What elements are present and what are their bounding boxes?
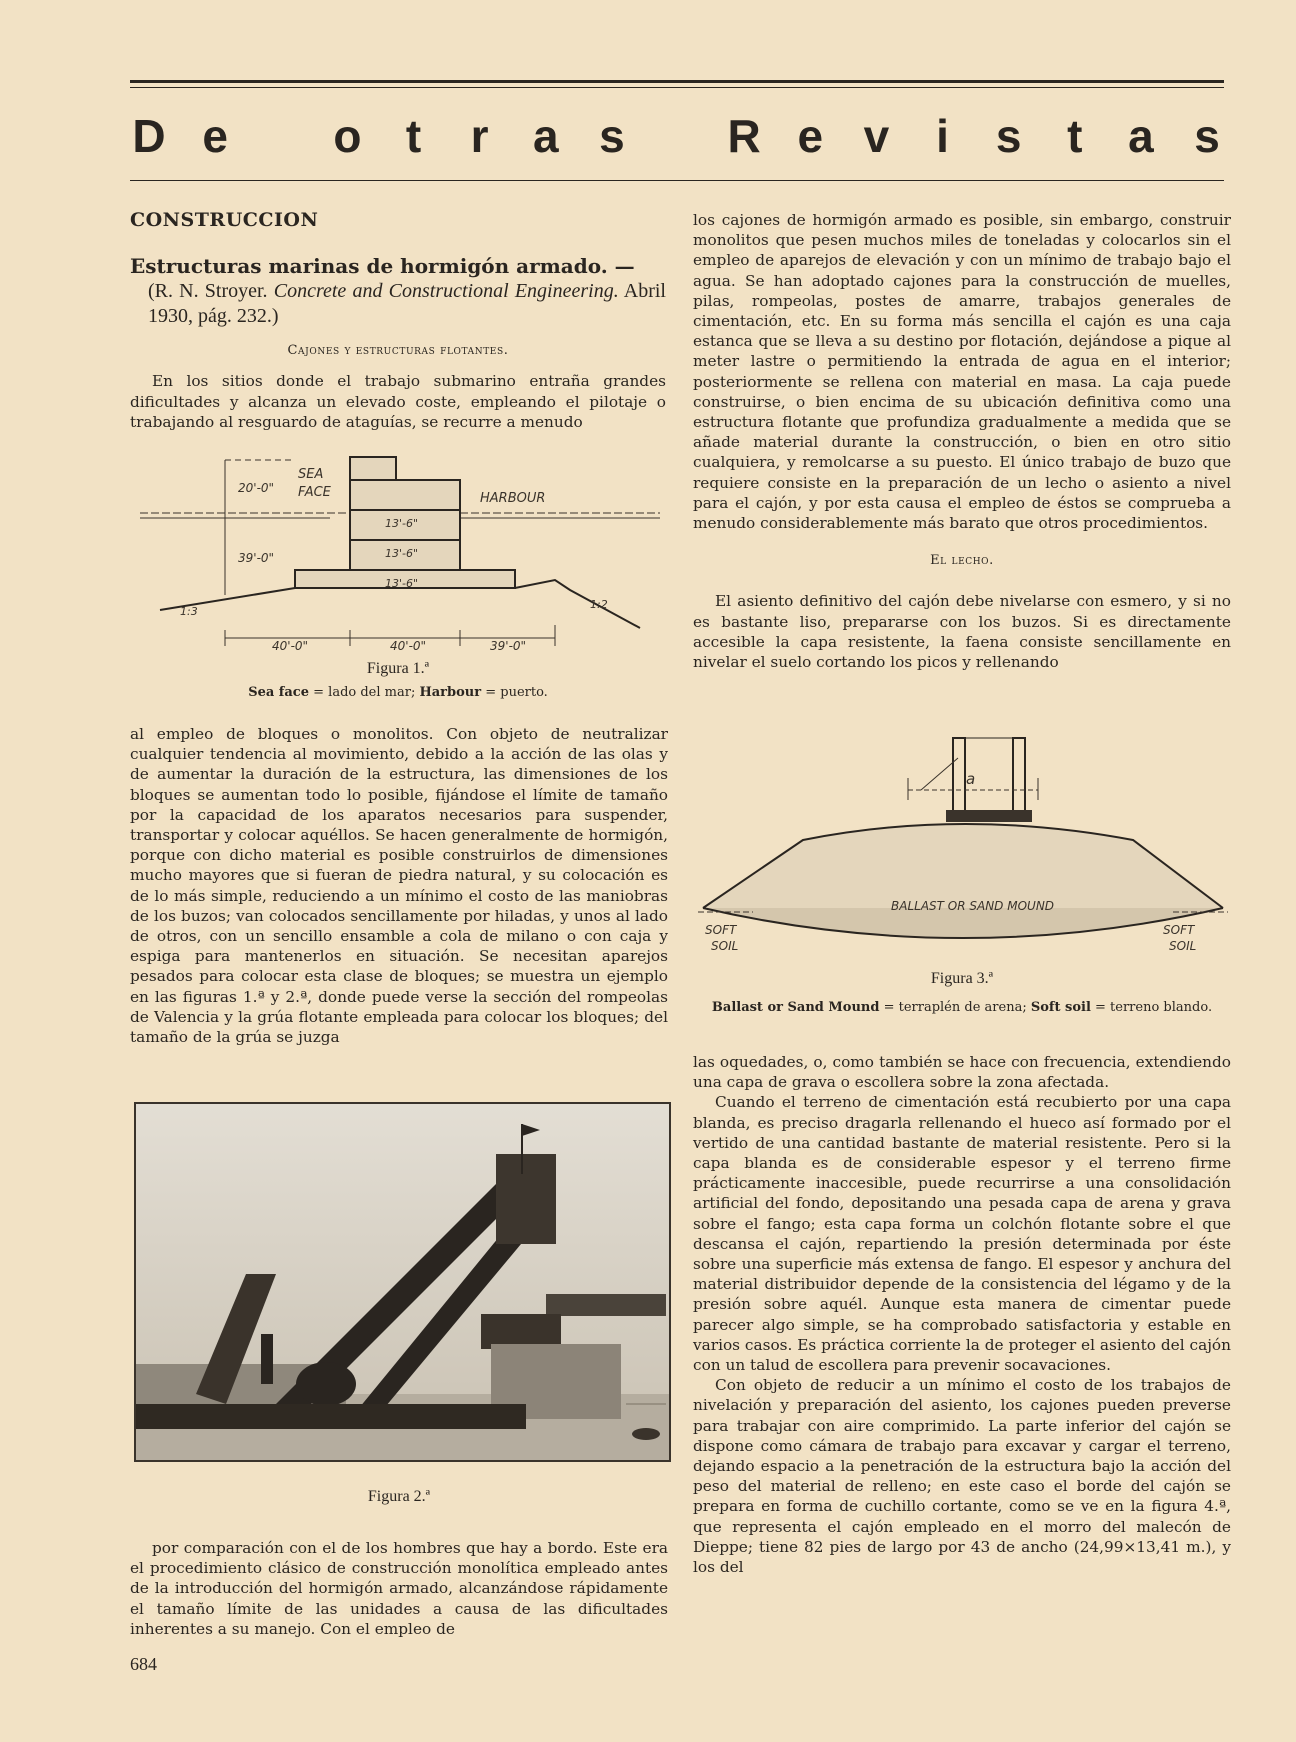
masthead-letter: a	[532, 110, 559, 162]
legend-term: Sea face	[248, 685, 309, 700]
right-paragraph-3: las oquedades, o, como también se hace con frecuencia, extendiendo una capa de grava o escollera sobre la zona afectada.	[693, 1053, 1231, 1092]
figure-2-photo	[134, 1102, 671, 1462]
fig1-label-base-left: 40'-0"	[272, 639, 309, 650]
fig1-label-block-1: 13'-6"	[385, 517, 419, 530]
left-column-middle	[130, 724, 668, 1047]
caisson-mound-svg	[693, 728, 1231, 958]
fig1-label-block-2: 13'-6"	[385, 547, 419, 560]
masthead-letter: e	[202, 110, 228, 162]
fig1-label-block-3: 13'-6"	[385, 577, 419, 590]
section-heading: CONSTRUCCION	[130, 209, 319, 231]
page-number: 684	[130, 1654, 157, 1674]
fig1-label-harbour: HARBOUR	[480, 491, 546, 506]
legend-definition: = puerto.	[481, 685, 548, 700]
fig3-label-soft-right-1: SOFT	[1163, 923, 1195, 937]
legend-term: Ballast or Sand Mound	[711, 1000, 880, 1015]
legend-term: Soft soil	[1030, 1000, 1091, 1015]
left-paragraph-3: por comparación con el de los hombres que hay a bordo. Este era el procedimiento clásico de construcción monolítica empleado antes de la introducción del hormigón armado, alcanzándose rápidamente el tamaño límite de las unidades a causa de las dificultades inherentes a su manejo. Con el empleo de	[130, 1539, 668, 1638]
masthead-letter: r	[470, 110, 489, 162]
left-paragraph-1: En los sitios donde el trabajo submarino entraña grandes dificultades y alcanza un elevado coste, empleando el pilotaje o trabajando al resguardo de ataguías, se recurre a menudo	[130, 372, 666, 431]
citation-author: (R. N. Stroyer.	[148, 280, 274, 303]
right-column-bottom	[693, 1052, 1231, 1577]
masthead-letter: t	[405, 110, 422, 162]
left-paragraph-2: al empleo de bloques o monolitos. Con objeto de neutralizar cualquier tendencia al movimiento, debido a la acción de las olas y de aumentar la duración de la estructura, las dimensiones de los bloques se aumentan todo lo posible, fijándose el límite de tamaño por la capacidad de los aparatos necesarios para suspender, transportar y colocar aquéllos. Se hacen generalmente de hormigón, porque con dicho material es posible construirlos de dimensiones mucho mayores que si fueran de piedra natural, y su colocación es de lo más simple, reduciendo a un mínimo el costo de las maniobras de los buzos; van colocados sencillamente por hiladas, y unos al lado de otros, con un sencillo ensamble a cola de milano o con caja y espiga para mantenerlos en situación. Se necesitan aparejos pesados para colocar esta clase de bloques; se muestra un ejemplo en las figuras 1.ª y 2.ª, donde puede verse la sección del rompeolas de Valencia y la grúa flotante empleada para colocar los bloques; del tamaño de la grúa se juzga	[130, 725, 668, 1047]
figure-3-diagram	[693, 728, 1231, 958]
legend-definition: = lado del mar;	[309, 685, 420, 700]
right-paragraph-1: los cajones de hormigón armado es posible, sin embargo, construir monolitos que pesen muchos miles de toneladas y colocarlos sin el empleo de aparejos de elevación y con un mínimo de trabajo bajo el agua. Se han adoptado cajones para la construcción de muelles, pilas, rompeolas, postes de amarre, trabajos generales de cimentación, etc. En su forma más sencilla el cajón es una caja estanca que se lleva a su destino por flotación, dejándose a pique al meter lastre o permitiendo la entrada de agua en el interior; posteriormente se rellena con material en masa. La caja puede construirse, o bien encima de su ubicación definitiva como una estructura flotante que profundiza gradualmente a medida que se añade material durante la construcción, o bien en otro sitio cualquiera, y remolcarse a su puesto. El único trabajo de buzo que requiere consiste en la preparación de un lecho o asiento a nivel para el cajón, y por esta causa el empleo de éstos se comprueba a menudo considerablemente más barato que otros procedimientos.	[693, 211, 1231, 533]
right-paragraph-4: Cuando el terreno de cimentación está recubierto por una capa blanda, es preciso dragarla rellenando el hueco así formado por el vertido de una cantidad bastante de material resistente. Pero si la capa blanda es de considerable espesor y el terreno firme prácticamente inaccesible, puede recurrirse a una consolidación artificial del fondo, depositando una pesada capa de arena y grava sobre el fango; esta capa forma un colchón flotante sobre el que descansa el cajón, repartiendo la presión determinada por éste sobre una superficie más extensa de fango. El espesor y anchura del material distribuidor depende de la consistencia del légamo y de la presión sobre aquél. Aunque esta manera de cimentar puede parecer algo simple, se ha comprobado satisfactoria y estable en varios casos. Es práctica corriente la de proteger el asiento del cajón con un talud de escollera para prevenir socavaciones.	[693, 1093, 1231, 1375]
figure-1-diagram	[130, 450, 666, 650]
citation-journal: Concrete and Constructional Engineering.	[273, 280, 619, 303]
legend-definition: = terraplén de arena;	[879, 1000, 1031, 1015]
figure-2-caption: Figura 2.ª	[367, 1488, 431, 1505]
masthead-letter: D	[132, 110, 166, 162]
subheading-el-lecho: El lecho.	[930, 553, 994, 569]
masthead-letter: a	[1128, 110, 1154, 162]
masthead-letter: s	[1194, 110, 1220, 162]
citation-date: Abril 1930, pág. 232.)	[148, 280, 666, 328]
right-column-top	[693, 210, 1231, 672]
masthead-letter: v	[863, 110, 890, 162]
masthead-letter	[260, 108, 302, 164]
masthead-letter: s	[599, 110, 625, 162]
figure-3-legend	[693, 1000, 1231, 1016]
fig3-label-mound: BALLAST OR SAND MOUND	[891, 899, 1055, 913]
fig1-label-slope-left: 1:3	[180, 605, 198, 618]
fig1-label-base-right: 39'-0"	[490, 639, 527, 650]
top-rule	[130, 80, 1224, 83]
figure-1-legend	[130, 685, 666, 701]
masthead-letter: i	[936, 110, 949, 162]
legend-term: Harbour	[419, 685, 482, 700]
figure-3-caption: Figura 3.ª	[930, 970, 994, 987]
masthead-letter: t	[1067, 110, 1083, 162]
fig3-label-a: a	[966, 770, 976, 788]
fig1-label-dim-top: 20'-0"	[238, 481, 275, 495]
article-title: Estructuras marinas de hormigón armado. —	[130, 254, 635, 279]
fig3-label-soft-left-2: SOIL	[711, 939, 739, 953]
fig1-label-sea: SEA	[298, 467, 324, 482]
fig1-label-dim-mid: 39'-0"	[238, 551, 275, 565]
masthead-letter: s	[995, 110, 1022, 162]
top-rule-thin	[130, 87, 1224, 88]
fig1-label-slope-right: 1:2	[590, 598, 608, 611]
fig3-label-soft-left-1: SOFT	[705, 923, 737, 937]
right-paragraph-2: El asiento definitivo del cajón debe nivelarse con esmero, y si no es bastante liso, prepararse con los buzos. Si es directamente accesible la capa resistente, la faena consiste sencillamente en nivelar el suelo cortando los picos y rellenando	[693, 592, 1231, 672]
fig3-label-soft-right-2: SOIL	[1169, 939, 1197, 953]
masthead-title	[128, 108, 1228, 164]
left-column-top	[130, 210, 666, 432]
right-paragraph-5: Con objeto de reducir a un mínimo el costo de los trabajos de nivelación y preparación del asiento, los cajones pueden preverse para trabajar con aire comprimido. La parte inferior del cajón se dispone como cámara de trabajo para excavar y cargar el terreno, dejando espacio a la penetración de la estructura bajo la acción del peso del material de relleno; en este caso el borde del cajón se prepara en forma de cuchillo cortante, como se ve en la figura 4.ª, que representa el cajón empleado en el morro del malecón de Dieppe; tiene 82 pies de largo por 43 de ancho (24,99×13,41 m.), y los del	[693, 1376, 1231, 1577]
left-column-bottom	[130, 1538, 668, 1639]
masthead-letter: o	[333, 110, 362, 162]
masthead-letter	[657, 108, 699, 164]
figure-1-caption: Figura 1.ª	[366, 660, 430, 677]
legend-definition: = terreno blando.	[1090, 1000, 1213, 1015]
article-citation	[130, 279, 666, 329]
fig1-label-base-mid: 40'-0"	[390, 639, 427, 650]
masthead-letter: R	[727, 110, 761, 162]
subheading-cajones: Cajones y estructuras flotantes.	[287, 343, 509, 359]
masthead-letter: e	[797, 110, 824, 162]
masthead-bottom-rule	[130, 180, 1224, 181]
floating-crane-photo-svg	[136, 1104, 669, 1460]
breakwater-section-svg	[130, 450, 666, 650]
fig1-label-face: FACE	[298, 485, 331, 500]
